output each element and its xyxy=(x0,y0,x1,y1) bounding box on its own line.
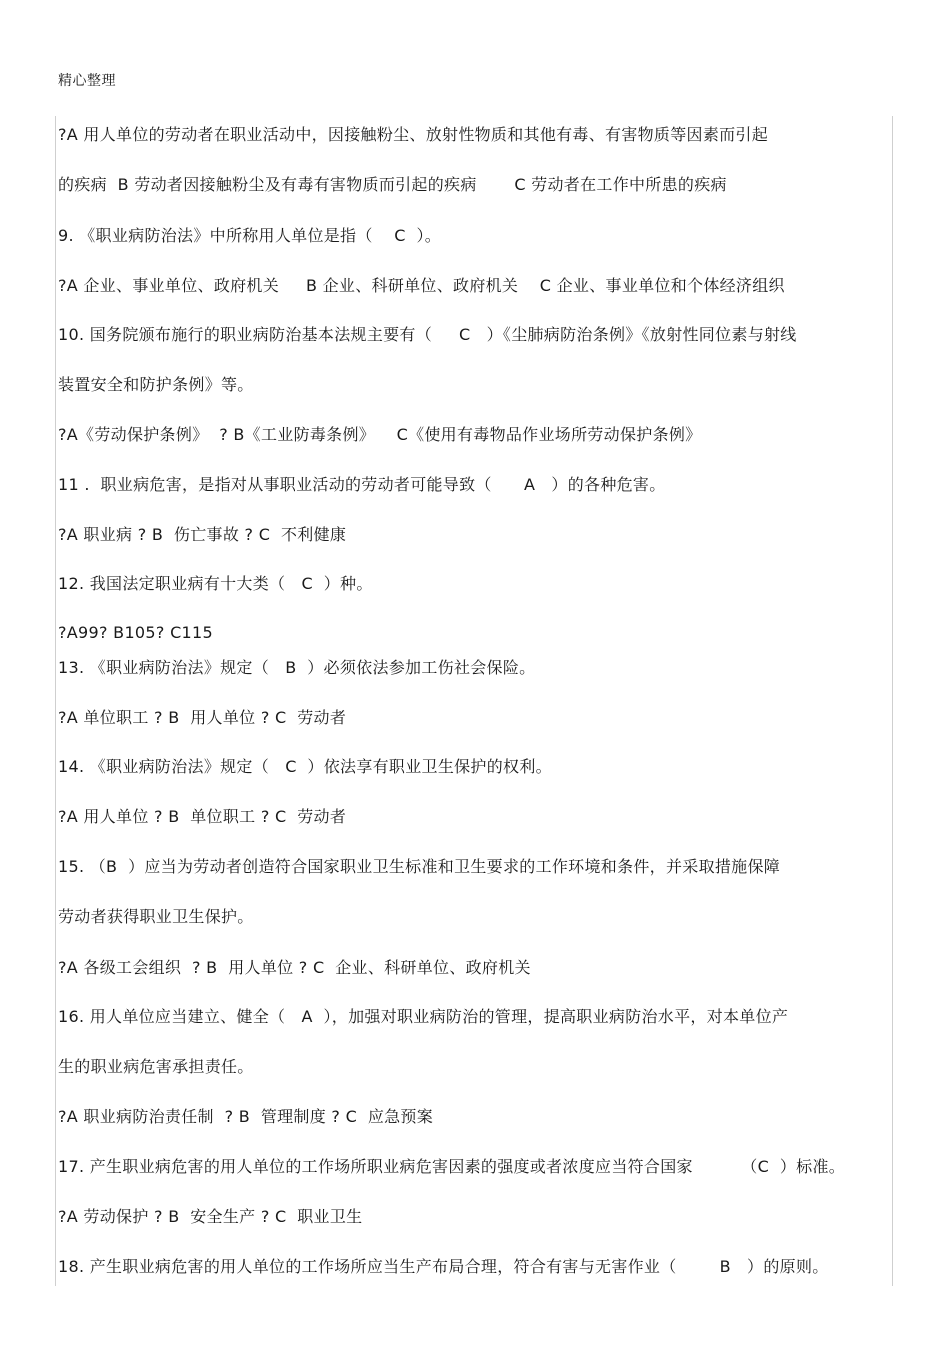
options-line: ?A《劳动保护条例》 ? B《工业防毒条例》 C《使用有毒物品作业场所劳动保护条例》 xyxy=(58,425,702,444)
options-line: ?A 各级工会组织 ? B 用人单位 ? C 企业、科研单位、政府机关 xyxy=(58,958,531,977)
left-border-line xyxy=(55,116,56,1286)
options-line: ?A 企业、事业单位、政府机关 B 企业、科研单位、政府机关 C 企业、事业单位和个体经济组织 xyxy=(58,276,785,295)
options-line: ?A 劳动保护 ? B 安全生产 ? C 职业卫生 xyxy=(58,1207,363,1226)
options-line: ?A 单位职工 ? B 用人单位 ? C 劳动者 xyxy=(58,708,347,727)
question-line: 14. 《职业病防治法》规定（ C ）依法享有职业卫生保护的权利。 xyxy=(58,757,552,776)
options-line: ?A99? B105? C115 xyxy=(58,623,213,642)
question-line: 16. 用人单位应当建立、健全（ A ），加强对职业病防治的管理，提高职业病防治水平，对本单位产 xyxy=(58,1007,789,1026)
page-header: 精心整理 xyxy=(58,73,116,89)
question-line: 13. 《职业病防治法》规定（ B ）必须依法参加工伤社会保险。 xyxy=(58,658,536,677)
question-line: 12. 我国法定职业病有十大类（ C ）种。 xyxy=(58,574,373,593)
text-line: 生的职业病危害承担责任。 xyxy=(58,1057,254,1076)
right-border-line xyxy=(892,116,893,1286)
options-line: ?A 职业病 ? B 伤亡事故 ? C 不利健康 xyxy=(58,525,347,544)
text-line: 装置安全和防护条例》等。 xyxy=(58,375,254,394)
options-line: ?A 职业病防治责任制 ? B 管理制度 ? C 应急预案 xyxy=(58,1107,434,1126)
question-line: 15. （B ）应当为劳动者创造符合国家职业卫生标准和卫生要求的工作环境和条件，并采取措施保障 xyxy=(58,857,781,876)
question-line: 18. 产生职业病危害的用人单位的工作场所应当生产布局合理，符合有害与无害作业（ B ）的原则。 xyxy=(58,1257,829,1276)
options-line: ?A 用人单位 ? B 单位职工 ? C 劳动者 xyxy=(58,807,347,826)
question-line: 9. 《职业病防治法》中所称用人单位是指（ C ）。 xyxy=(58,226,442,245)
text-line: ?A 用人单位的劳动者在职业活动中，因接触粉尘、放射性物质和其他有毒、有害物质等因素而引起 xyxy=(58,125,769,144)
question-line: 10. 国务院颁布施行的职业病防治基本法规主要有（ C ）《尘肺病防治条例》《放射性同位素与射线 xyxy=(58,325,797,344)
question-line: 11 . 职业病危害，是指对从事职业活动的劳动者可能导致（ A ）的各种危害。 xyxy=(58,475,666,494)
question-line: 17. 产生职业病危害的用人单位的工作场所职业病危害因素的强度或者浓度应当符合国家 （C ）标准。 xyxy=(58,1157,846,1176)
text-line: 的疾病 B 劳动者因接触粉尘及有毒有害物质而引起的疾病 C 劳动者在工作中所患的疾病 xyxy=(58,175,727,194)
text-line: 劳动者获得职业卫生保护。 xyxy=(58,907,254,926)
